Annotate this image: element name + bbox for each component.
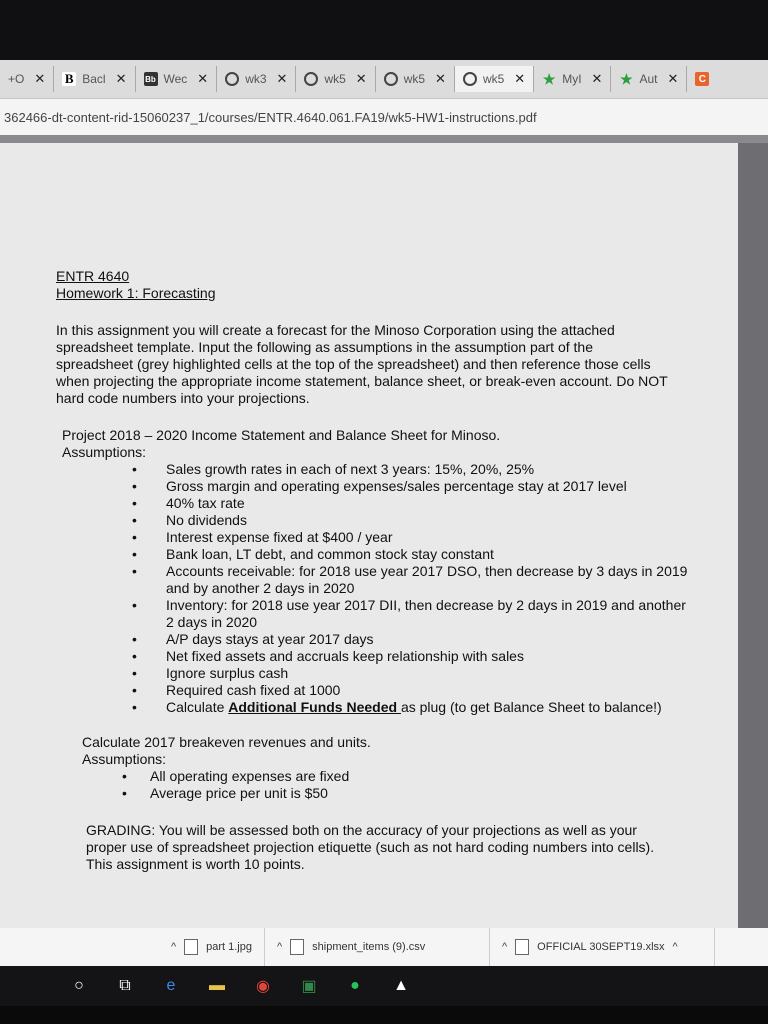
tab-8-label: Aut: [639, 72, 658, 86]
close-icon[interactable]: ✕: [115, 71, 127, 86]
list-item: • Inventory: for 2018 use year 2017 DII, then decrease by 2 days in 2019 and another 2 days in 2020: [132, 597, 696, 631]
xlsx-file-icon: [515, 939, 529, 955]
chevron-up-icon[interactable]: ^: [170, 941, 177, 953]
project-heading: Project 2018 – 2020 Income Statement and Balance Sheet for Minoso.: [62, 427, 501, 443]
tab-0-label: +O: [8, 72, 25, 86]
star-icon: ★: [542, 70, 556, 87]
globe-icon: [384, 72, 398, 86]
assumptions-label: Assumptions:: [62, 444, 147, 460]
list-item: • Required cash fixed at 1000: [132, 682, 696, 699]
homework-title: Homework 1: Forecasting: [56, 285, 216, 301]
close-icon[interactable]: ✕: [276, 71, 288, 86]
download-name: OFFICIAL 30SEPT19.xlsx: [537, 941, 665, 953]
image-file-icon: [184, 939, 198, 955]
close-icon[interactable]: ✕: [197, 71, 209, 86]
pdf-page: [0, 143, 738, 928]
download-item-2[interactable]: [490, 928, 715, 966]
assumption-list: [62, 461, 696, 716]
tab-4[interactable]: [296, 66, 375, 92]
afn-prefix: Calculate: [166, 699, 229, 715]
afn-emphasis: Additional Funds Needed: [228, 699, 401, 715]
tab-1[interactable]: [54, 66, 135, 92]
intro-paragraph: In this assignment you will create a forecast for the Minoso Corporation using the attached spreadsheet template. Input the following as assumptions in the assumption part of the spreadsheet (grey highlighted cells at the top of the spreadsheet) and then reference those cells when projecting the appropriate income statement, balance sheet, or break-even account. Do NOT hard code numbers into your projections.: [56, 322, 668, 406]
spotify-icon[interactable]: ●: [350, 977, 360, 994]
star-icon: ★: [620, 70, 633, 87]
url-text: 362466-dt-content-rid-15060237_1/courses/ENTR.4640.061.FA19/wk5-HW1-instructions.pdf: [4, 109, 537, 125]
tab-2[interactable]: [136, 66, 218, 92]
close-icon[interactable]: ✕: [435, 71, 446, 86]
globe-icon: [225, 72, 239, 86]
breakeven-section: [82, 734, 696, 802]
list-item: • No dividends: [132, 512, 696, 529]
afn-suffix: as plug (to get Balance Sheet to balance!): [400, 699, 662, 715]
c-icon: C: [695, 72, 709, 86]
tab-6[interactable]: [455, 66, 534, 92]
list-item: • Accounts receivable: for 2018 use year 2017 DSO, then decrease by 3 days in 2019 and by another 2 days in 2020: [132, 563, 696, 597]
address-bar[interactable]: [0, 99, 768, 135]
taskbar: [0, 966, 768, 1006]
chevron-up-icon[interactable]: ^: [502, 941, 508, 953]
tab-0[interactable]: [0, 66, 54, 92]
download-item-1[interactable]: [265, 928, 490, 966]
breakeven-list: [82, 768, 696, 802]
file-explorer-icon[interactable]: ▬: [209, 977, 225, 994]
viewer-toolbar-gap: [0, 135, 768, 143]
tab-strip: [0, 60, 768, 99]
tab-3[interactable]: [217, 66, 296, 92]
course-code: ENTR 4640: [56, 268, 130, 284]
close-icon[interactable]: ✕: [514, 71, 526, 86]
edge-icon[interactable]: e: [166, 977, 176, 994]
globe-icon: [463, 72, 477, 86]
tab-1-label: Bacl: [82, 72, 106, 86]
bb-icon: Bb: [144, 72, 158, 86]
tab-8[interactable]: [611, 66, 687, 92]
breakeven-assumptions-label: Assumptions:: [82, 751, 167, 767]
download-name: part 1.jpg: [206, 941, 252, 953]
monitor-bezel-bottom: [0, 1006, 768, 1024]
document-body: [56, 268, 696, 873]
tab-6-label: wk5: [482, 72, 505, 86]
tab-5-label: wk5: [403, 72, 426, 86]
list-item: • Sales growth rates in each of next 3 years: 15%, 20%, 25%: [132, 461, 696, 478]
close-icon[interactable]: ✕: [591, 71, 603, 86]
list-item: • Interest expense fixed at $400 / year: [132, 529, 696, 546]
cortana-icon[interactable]: ○: [74, 977, 84, 994]
list-item: • 40% tax rate: [132, 495, 696, 512]
close-icon[interactable]: ✕: [355, 71, 367, 86]
chevron-up-icon[interactable]: ^: [672, 941, 678, 953]
list-item: • Gross margin and operating expenses/sales percentage stay at 2017 level: [132, 478, 696, 495]
list-item: • Bank loan, LT debt, and common stock stay constant: [132, 546, 696, 563]
monitor-bezel: [0, 0, 768, 60]
chevron-up-icon[interactable]: ^: [277, 941, 283, 953]
list-item: • Ignore surplus cash: [132, 665, 696, 682]
list-item: • Net fixed assets and accruals keep relationship with sales: [132, 648, 696, 665]
list-item: • All operating expenses are fixed: [122, 768, 696, 785]
tab-5[interactable]: [376, 66, 455, 92]
list-item: • A/P days stays at year 2017 days: [132, 631, 696, 648]
close-icon[interactable]: ✕: [34, 71, 46, 86]
breakeven-heading: Calculate 2017 breakeven revenues and units.: [82, 734, 371, 750]
globe-icon: [304, 72, 318, 86]
tab-2-label: Wec: [163, 72, 188, 86]
b-icon: B: [62, 72, 76, 86]
viewer-side-margin: [738, 143, 768, 928]
list-item: • Average price per unit is $50: [122, 785, 696, 802]
download-item-0[interactable]: [0, 928, 265, 966]
tab-4-label: wk5: [324, 72, 346, 86]
tab-9[interactable]: [687, 66, 717, 92]
tab-7-label: MyI: [562, 72, 582, 86]
grading-paragraph: GRADING: You will be assessed both on the accuracy of your projections as well as your proper use of spreadsheet projection etiquette (such as not hard coding numbers into cells). This assignment is worth 10 points.: [86, 822, 655, 872]
download-name: shipment_items (9).csv: [312, 941, 426, 953]
tab-3-label: wk3: [245, 72, 267, 86]
task-view-icon[interactable]: ⧉: [119, 977, 131, 994]
photos-icon[interactable]: ▲: [393, 977, 409, 994]
excel-icon[interactable]: ▣: [301, 978, 317, 995]
chrome-icon[interactable]: ◉: [256, 978, 270, 995]
tab-7[interactable]: [534, 66, 611, 92]
close-icon[interactable]: ✕: [667, 71, 679, 86]
csv-file-icon: [290, 939, 304, 955]
download-bar: [0, 928, 768, 966]
list-item-afn: [132, 699, 696, 716]
project-section: [62, 427, 696, 716]
